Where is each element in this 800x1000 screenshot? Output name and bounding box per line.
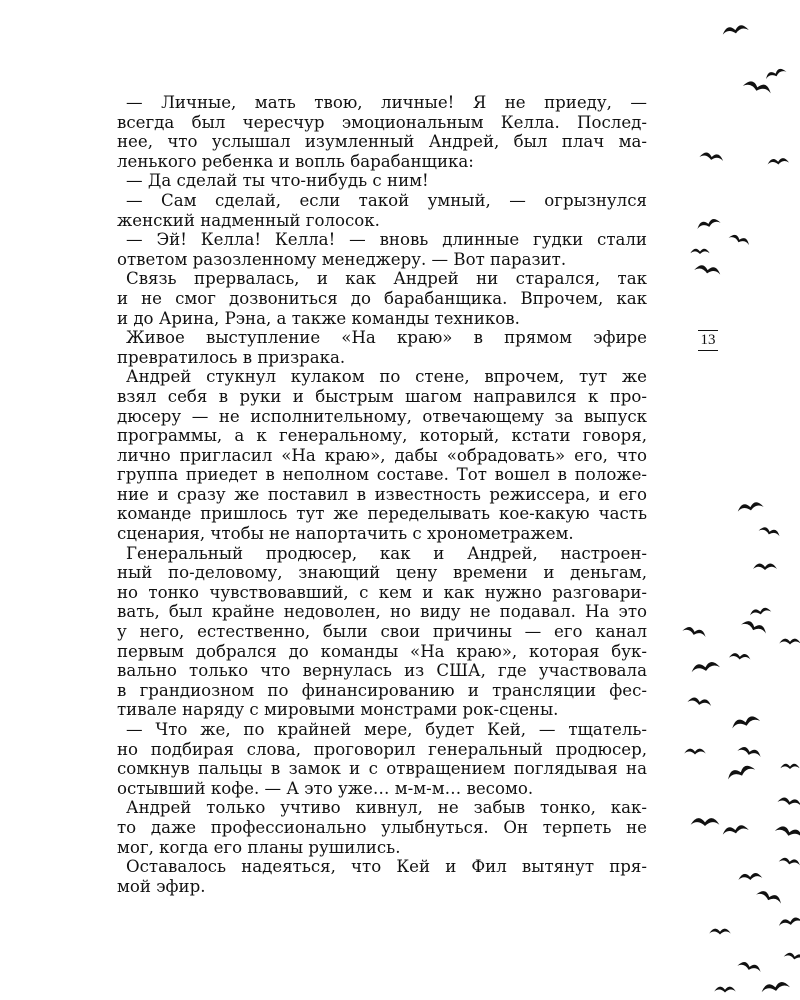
text-line: программы, а к генеральному, который, кстати говоря, — [117, 426, 647, 446]
text-line: взял себя в руки и быстрым шагом направился к про- — [117, 386, 647, 406]
bird-icon — [722, 24, 749, 36]
flying-birds-icon — [650, 0, 800, 1000]
bird-icon — [775, 824, 800, 839]
bird-icon — [714, 987, 736, 993]
text-line: Генеральный продюсер, как и Андрей, настроен- — [126, 543, 647, 563]
text-line: женский надменный голосок. — [117, 210, 380, 230]
bird-icon — [726, 763, 756, 780]
bird-icon — [737, 960, 762, 973]
text-line: Андрей только учтиво кивнул, не забыв тонко, как- — [126, 798, 647, 818]
text-line: сценария, чтобы не напортачить с хронометражем. — [117, 524, 574, 544]
text-line: то даже профессионально улыбнуться. Он терпеть не — [117, 817, 647, 837]
text-line: Связь прервалась, и как Андрей ни старался, так — [126, 269, 647, 289]
text-line: превратилось в призрака. — [117, 347, 346, 367]
text-line: мой эфир. — [117, 876, 206, 896]
text-line: у него, естественно, были свои причины — его канал — [117, 622, 647, 642]
text-line: — Сам сделай, если такой умный, — огрызнулся — [126, 190, 647, 210]
text-line: дюсеру — не исполнительному, отвечающему за выпуск — [117, 406, 647, 426]
bird-icon — [749, 607, 771, 617]
bird-icon — [743, 79, 773, 94]
bird-icon — [709, 929, 731, 935]
bird-icon — [687, 696, 712, 707]
text-line: и не смог дозвониться до барабанщика. Впрочем, как — [117, 288, 647, 308]
bird-icon — [737, 745, 762, 758]
bird-icon — [784, 952, 800, 962]
bird-icon — [682, 625, 707, 638]
birds-illustration — [650, 0, 800, 1000]
bird-icon — [684, 749, 706, 755]
text-line: ный по-деловому, знающий цену времени и деньгам, — [117, 563, 647, 583]
text-line: ответом разозленному менеджеру. — Вот паразит. — [117, 249, 567, 269]
text-line: вально только что вернулась из США, где участвовала — [117, 661, 647, 681]
text-line: ленького ребенка и вопль барабанщика: — [117, 151, 474, 171]
bird-icon — [753, 563, 777, 570]
bird-icon — [779, 639, 800, 645]
page-number-value: 13 — [700, 332, 716, 348]
bird-icon — [738, 872, 762, 881]
text-line: первым добрался до команды «На краю», которая бук- — [117, 641, 647, 661]
bird-icon — [760, 981, 790, 994]
text-line: но подбирая слова, проговорил генеральный продюсер, — [117, 739, 647, 759]
text-line: ние и сразу же поставил в известность режиссера, и его — [117, 484, 647, 504]
text-line: группа приедет в неполном составе. Тот вошел в положе- — [117, 465, 647, 485]
text-line: — Что же, по крайней мере, будет Кей, — тщатель- — [126, 720, 647, 739]
text-line: команде пришлось тут же переделывать кое-какую часть — [117, 504, 647, 524]
bird-icon — [699, 151, 724, 162]
text-line: нее, что услышал изумленный Андрей, был плач ма- — [117, 132, 647, 152]
bird-icon — [779, 857, 800, 867]
bird-icon — [696, 217, 721, 230]
text-line: — Да сделай ты что-нибудь с ним! — [126, 171, 429, 191]
text-line: Оставалось надеяться, что Кей и Фил вытянут пря- — [126, 857, 647, 877]
bird-icon — [722, 824, 749, 836]
text-line: вать, был крайне недоволен, но виду не подавал. На это — [117, 602, 647, 622]
bird-icon — [690, 249, 709, 254]
text-line: и до Арина, Рэна, а также команды техников. — [117, 308, 520, 328]
bird-icon — [764, 67, 786, 80]
bird-icon — [691, 818, 720, 826]
bird-icon — [778, 916, 800, 927]
text-line: Живое выступление «На краю» в прямом эфире — [126, 328, 647, 348]
bird-icon — [690, 661, 720, 674]
text-line: — Эй! Келла! Келла! — вновь длинные гудки стали — [126, 230, 647, 250]
bird-icon — [694, 264, 721, 276]
bird-icon — [758, 526, 780, 537]
text-line: но тонко чувствовавший, с кем и как нужно разговари- — [117, 582, 647, 602]
bird-icon — [777, 796, 800, 807]
bird-icon — [756, 889, 783, 905]
text-line: сомкнув пальцы в замок и с отвращением поглядывая на — [117, 759, 647, 779]
bird-icon — [731, 714, 761, 729]
bird-icon — [741, 619, 768, 635]
text-line: — Личные, мать твою, личные! Я не приеду, — — [126, 93, 647, 112]
bird-icon — [767, 158, 789, 166]
text-line: лично пригласил «На краю», дабы «обрадовать» его, что — [117, 445, 647, 465]
text-line: в грандиозном по финансированию и трансляции фес- — [117, 680, 647, 700]
body-text — [117, 93, 647, 896]
text-line: остывший кофе. — А это уже… м-м-м… весомо. — [117, 778, 534, 798]
text-line: всегда был чересчур эмоциональным Келла. Послед- — [117, 112, 647, 132]
text-line: мог, когда его планы рушились. — [117, 837, 401, 857]
bird-icon — [737, 501, 764, 513]
text-line: тивале наряду с мировыми монстрами рок-сцены. — [117, 700, 559, 720]
text-line: Андрей стукнул кулаком по стене, впрочем, тут же — [126, 367, 647, 387]
bird-icon — [729, 653, 751, 661]
bird-icon — [780, 764, 799, 769]
bird-icon — [728, 233, 750, 246]
